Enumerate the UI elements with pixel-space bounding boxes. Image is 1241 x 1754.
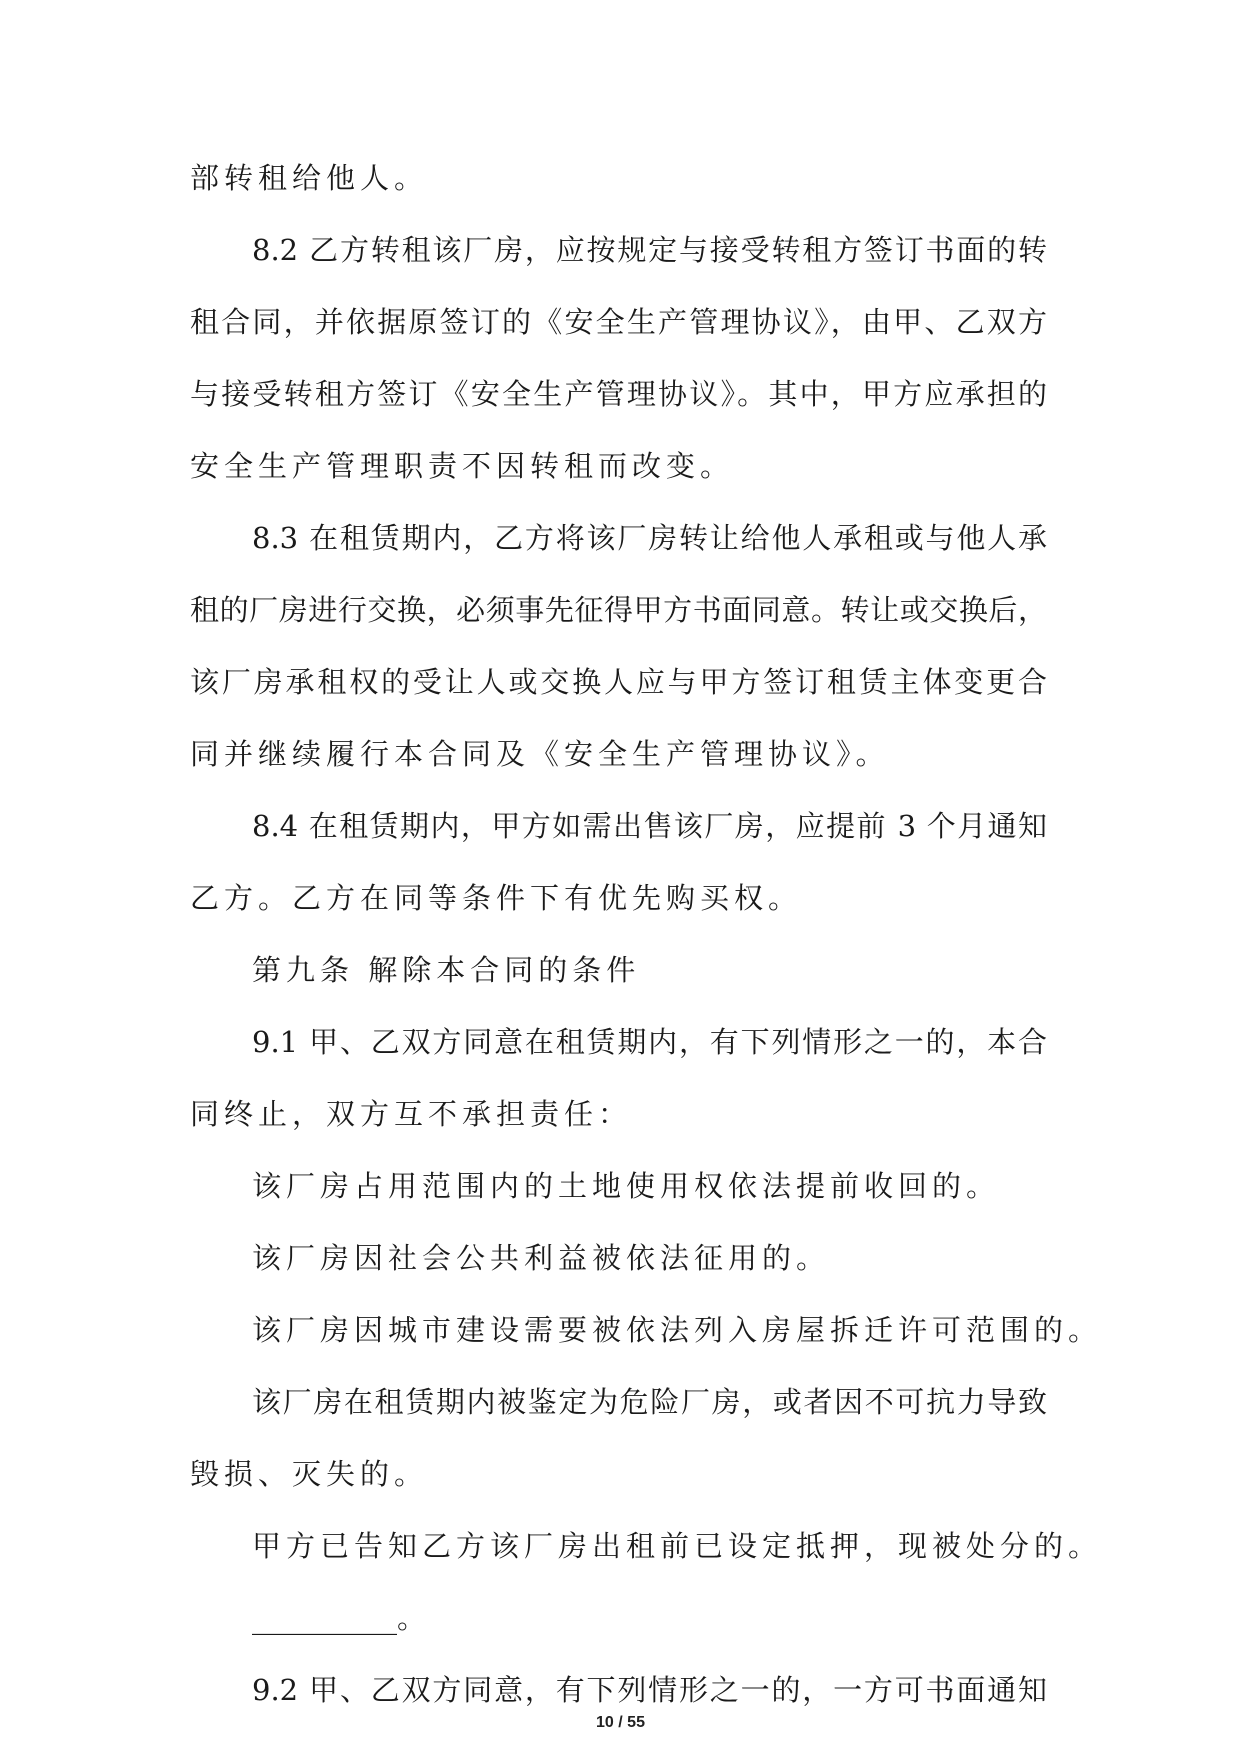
text-line: 8.4 在租赁期内，甲方如需出售该厂房，应提前 3 个月通知 xyxy=(252,809,1047,843)
text-line: 9.2 甲、乙双方同意，有下列情形之一的，一方可书面通知 xyxy=(252,1673,1047,1707)
text-line: 该厂房因社会公共利益被依法征用的。 xyxy=(252,1241,831,1275)
text-line: 与接受转租方签订《安全生产管理协议》。其中，甲方应承担的 xyxy=(190,377,1047,411)
text-line: 租的厂房进行交换，必须事先征得甲方书面同意。转让或交换后， xyxy=(190,593,1047,627)
text-line: 租合同，并依据原签订的《安全生产管理协议》，由甲、乙双方 xyxy=(190,305,1047,339)
text-line: 8.2 乙方转租该厂房，应按规定与接受转租方签订书面的转 xyxy=(252,233,1047,267)
text-line: 8.3 在租赁期内，乙方将该厂房转让给他人承租或与他人承 xyxy=(252,521,1047,555)
text-line: 同终止，双方互不承担责任： xyxy=(190,1097,633,1131)
page-number: 10 / 55 xyxy=(596,1714,645,1731)
text-line: 安全生产管理职责不因转租而改变。 xyxy=(190,449,735,483)
text-line: 甲方已告知乙方该厂房出租前已设定抵押，现被处分的。 xyxy=(252,1529,1103,1563)
text-line: 部转租给他人。 xyxy=(190,161,429,195)
blank-fill-line: __________。 xyxy=(252,1601,427,1635)
text-line: 9.1 甲、乙双方同意在租赁期内，有下列情形之一的，本合 xyxy=(252,1025,1047,1059)
text-line: 同并继续履行本合同及《安全生产管理协议》。 xyxy=(190,737,890,771)
section-heading: 第九条 解除本合同的条件 xyxy=(252,953,641,987)
text-line: 该厂房占用范围内的土地使用权依法提前收回的。 xyxy=(252,1169,1001,1203)
text-line: 该厂房因城市建设需要被依法列入房屋拆迁许可范围的。 xyxy=(252,1313,1103,1347)
text-line: 毁损、灭失的。 xyxy=(190,1457,429,1491)
text-line: 该厂房在租赁期内被鉴定为危险厂房，或者因不可抗力导致 xyxy=(252,1385,1047,1419)
text-line: 该厂房承租权的受让人或交换人应与甲方签订租赁主体变更合 xyxy=(190,665,1047,699)
text-line: 乙方。乙方在同等条件下有优先购买权。 xyxy=(190,881,803,915)
